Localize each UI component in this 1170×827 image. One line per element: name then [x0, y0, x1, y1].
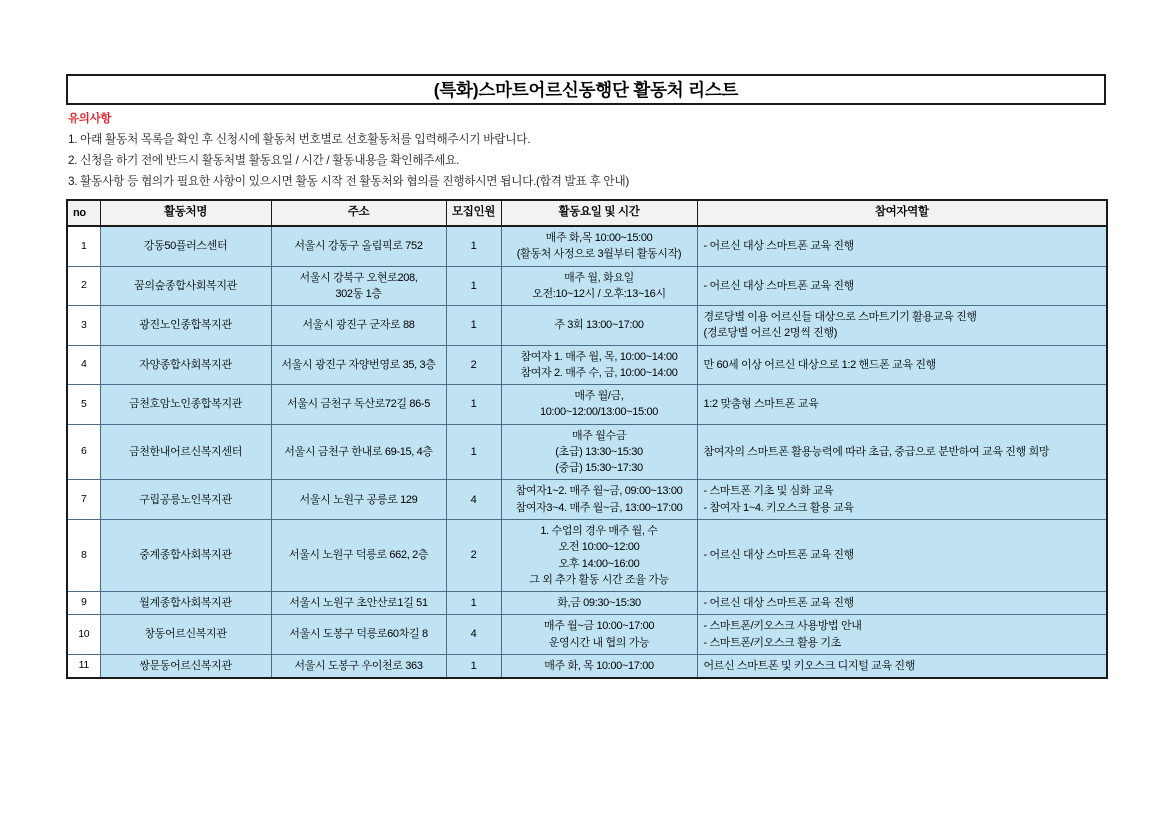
table-row [67, 345, 1107, 385]
table-body [67, 226, 1107, 678]
cell-schedule [501, 592, 697, 615]
cell-address-line: 서울시 노원구 덕릉로 662, 2층 [288, 549, 429, 562]
cell-role [697, 424, 1107, 480]
cell-role-line: 1:2 맞춤형 스마트폰 교육 [703, 398, 819, 411]
cell-row-number: 8 [67, 519, 100, 591]
cell-capacity: 1 [446, 424, 501, 480]
cell-row-number: 1 [67, 226, 100, 266]
cell-address-line: 서울시 광진구 군자로 88 [302, 319, 415, 332]
cell-capacity: 1 [446, 306, 501, 346]
cell-address [271, 480, 446, 520]
cell-role [697, 345, 1107, 385]
table-header-row [67, 200, 1107, 226]
cell-address-line: 서울시 노원구 공릉로 129 [299, 493, 418, 506]
cell-address [271, 385, 446, 425]
cell-capacity: 4 [446, 615, 501, 655]
cell-role-line: 어르신 스마트폰 및 키오스크 디지털 교육 진행 [703, 659, 915, 672]
cell-address-line: 서울시 금천구 한내로 69-15, 4층 [284, 445, 433, 458]
cell-schedule-line: 매주 월수금 [571, 429, 627, 442]
table-row [67, 519, 1107, 591]
cell-role-line: - 어르신 대상 스마트폰 교육 진행 [703, 240, 854, 253]
page-title: (특화)스마트어르신동행단 활동처 리스트 [433, 80, 739, 100]
cell-role [697, 592, 1107, 615]
cell-address [271, 615, 446, 655]
cell-row-number: 10 [67, 615, 100, 655]
cell-site-name: 월계종합사회복지관 [100, 592, 271, 615]
cell-address [271, 266, 446, 306]
cell-row-number: 5 [67, 385, 100, 425]
cell-schedule [501, 385, 697, 425]
cell-capacity: 1 [446, 266, 501, 306]
cell-schedule-line: 참여자 1. 매주 월, 목, 10:00~14:00 [520, 350, 678, 363]
cell-schedule-line: 10:00~12:00/13:00~15:00 [540, 406, 658, 419]
cell-capacity: 2 [446, 345, 501, 385]
cell-address-line: 서울시 도봉구 덕릉로60차길 8 [289, 628, 428, 641]
cell-role [697, 266, 1107, 306]
cell-role-line: 경로당별 이용 어르신들 대상으로 스마트기기 활용교육 진행 [703, 311, 977, 324]
cell-role-line: - 어르신 대상 스마트폰 교육 진행 [703, 279, 854, 292]
cell-role-line: - 스마트폰/키오스크 활용 기초 [703, 636, 841, 649]
notice-heading: 유의사항 [68, 113, 112, 125]
cell-address-line: 서울시 금천구 독산로72길 86-5 [286, 398, 431, 411]
table-header [67, 200, 1107, 226]
cell-capacity: 2 [446, 519, 501, 591]
cell-site-name: 중계종합사회복지관 [100, 519, 271, 591]
cell-schedule [501, 654, 697, 678]
cell-capacity: 1 [446, 385, 501, 425]
cell-address-line: 302동 1층 [335, 287, 382, 300]
cell-address-line: 서울시 노원구 초안산로1길 51 [289, 597, 428, 610]
cell-site-name: 쌍문동어르신복지관 [100, 654, 271, 678]
notice-line-2: 2. 신청을 하기 전에 반드시 활동처별 활동요일 / 시간 / 활동내용을 확인해주세요. [68, 153, 460, 167]
cell-site-name: 금천호암노인종합복지관 [100, 385, 271, 425]
cell-capacity: 1 [446, 654, 501, 678]
column-header-role: 참여자역할 [697, 200, 1107, 226]
document-title-box [66, 74, 1106, 105]
cell-address [271, 654, 446, 678]
cell-site-name: 창동어르신복지관 [100, 615, 271, 655]
table-row [67, 306, 1107, 346]
cell-schedule [501, 615, 697, 655]
cell-schedule-line: 오전 10:00~12:00 [558, 541, 640, 554]
cell-role [697, 480, 1107, 520]
notice-block [68, 110, 1108, 192]
cell-address [271, 424, 446, 480]
cell-capacity: 1 [446, 592, 501, 615]
notice-line-3: 3. 활동사항 등 협의가 필요한 사항이 있으시면 활동 시작 전 활동처와 협의를 진행하시면 됩니다.(합격 발표 후 안내) [68, 174, 629, 188]
cell-row-number: 3 [67, 306, 100, 346]
table-row [67, 615, 1107, 655]
cell-address [271, 519, 446, 591]
cell-role [697, 306, 1107, 346]
table-row [67, 226, 1107, 266]
cell-site-name: 광진노인종합복지관 [100, 306, 271, 346]
cell-schedule [501, 306, 697, 346]
table-row [67, 266, 1107, 306]
cell-schedule [501, 480, 697, 520]
cell-role-line: 참여자의 스마트폰 활용능력에 따라 초급, 중급으로 분반하여 교육 진행 희망 [703, 445, 1050, 458]
cell-role-line: 만 60세 이상 어르신 대상으로 1:2 핸드폰 교육 진행 [703, 358, 936, 371]
cell-schedule [501, 266, 697, 306]
cell-role [697, 226, 1107, 266]
cell-address [271, 345, 446, 385]
column-header-no: no [67, 200, 100, 226]
cell-role-line: - 스마트폰 기초 및 심화 교육 [703, 485, 834, 498]
cell-capacity: 1 [446, 226, 501, 266]
cell-schedule-line: 오전:10~12시 / 오후:13~16시 [532, 287, 666, 300]
cell-address-line: 서울시 강북구 오현로208, [299, 271, 418, 284]
cell-schedule-line: 운영시간 내 협의 가능 [548, 636, 650, 649]
column-header-schedule: 활동요일 및 시간 [501, 200, 697, 226]
cell-schedule-line: 참여자1~2. 매주 월~금, 09:00~13:00 [515, 485, 683, 498]
cell-role [697, 385, 1107, 425]
cell-schedule-line: 주 3회 13:00~17:00 [554, 319, 644, 332]
cell-row-number: 9 [67, 592, 100, 615]
cell-schedule-line: 참여자3~4. 매주 월~금, 13:00~17:00 [515, 501, 683, 514]
column-header-address: 주소 [271, 200, 446, 226]
cell-role [697, 654, 1107, 678]
cell-schedule-line: (활동처 사정으로 3월부터 활동시작) [516, 248, 682, 261]
cell-role [697, 615, 1107, 655]
cell-schedule-line: 매주 월~금 10:00~17:00 [543, 620, 655, 633]
cell-row-number: 7 [67, 480, 100, 520]
cell-schedule-line: 매주 화,목 10:00~15:00 [545, 232, 653, 244]
cell-role-line: (경로당별 어르신 2명씩 진행) [703, 327, 838, 340]
cell-row-number: 4 [67, 345, 100, 385]
cell-schedule [501, 519, 697, 591]
cell-address-line: 서울시 도봉구 우이천로 363 [294, 659, 423, 672]
cell-schedule-line: (중급) 15:30~17:30 [555, 462, 643, 475]
cell-schedule-line: 매주 화, 목 10:00~17:00 [544, 659, 654, 672]
cell-role [697, 519, 1107, 591]
cell-site-name: 강동50플러스센터 [100, 226, 271, 266]
cell-schedule [501, 226, 697, 266]
cell-role-line: - 어르신 대상 스마트폰 교육 진행 [703, 549, 854, 562]
cell-row-number: 11 [67, 654, 100, 678]
cell-schedule-line: 참여자 2. 매주 수, 금, 10:00~14:00 [520, 366, 678, 379]
cell-address [271, 592, 446, 615]
cell-site-name: 금천한내어르신복지센터 [100, 424, 271, 480]
cell-schedule-line: 그 외 추가 활동 시간 조율 가능 [529, 573, 669, 586]
cell-address [271, 226, 446, 266]
column-header-name: 활동처명 [100, 200, 271, 226]
cell-schedule-line: 매주 월, 화요일 [564, 271, 634, 284]
cell-capacity: 4 [446, 480, 501, 520]
activity-site-table-wrapper [66, 199, 1106, 679]
cell-row-number: 2 [67, 266, 100, 306]
cell-schedule [501, 345, 697, 385]
column-header-capacity: 모집인원 [446, 200, 501, 226]
cell-schedule [501, 424, 697, 480]
cell-schedule-line: 1. 수업의 경우 매주 월, 수 [540, 524, 658, 537]
table-row [67, 424, 1107, 480]
cell-site-name: 자양종합사회복지관 [100, 345, 271, 385]
table-row [67, 592, 1107, 615]
cell-schedule-line: 화,금 09:30~15:30 [557, 597, 641, 610]
cell-schedule-line: 매주 월/금, [574, 390, 624, 403]
cell-address-line: 서울시 강동구 올림픽로 752 [294, 240, 423, 253]
table-row [67, 385, 1107, 425]
table-row [67, 654, 1107, 678]
cell-role-line: - 스마트폰/키오스크 사용방법 안내 [703, 620, 862, 633]
cell-address [271, 306, 446, 346]
cell-role-line: - 어르신 대상 스마트폰 교육 진행 [703, 597, 854, 610]
cell-address-line: 서울시 광진구 자양번영로 35, 3층 [281, 358, 436, 371]
cell-row-number: 6 [67, 424, 100, 480]
notice-line-1: 1. 아래 활동처 목록을 확인 후 신청시에 활동처 번호별로 선호활동처를 입력해주시기 바랍니다. [68, 133, 531, 146]
table-row [67, 480, 1107, 520]
cell-schedule-line: (초급) 13:30~15:30 [555, 445, 643, 458]
cell-site-name: 꿈의숲종합사회복지관 [100, 266, 271, 306]
cell-site-name: 구립공릉노인복지관 [100, 480, 271, 520]
cell-role-line: - 참여자 1~4. 키오스크 활용 교육 [703, 501, 854, 514]
cell-schedule-line: 오후 14:00~16:00 [558, 557, 640, 570]
activity-site-table [66, 199, 1108, 679]
